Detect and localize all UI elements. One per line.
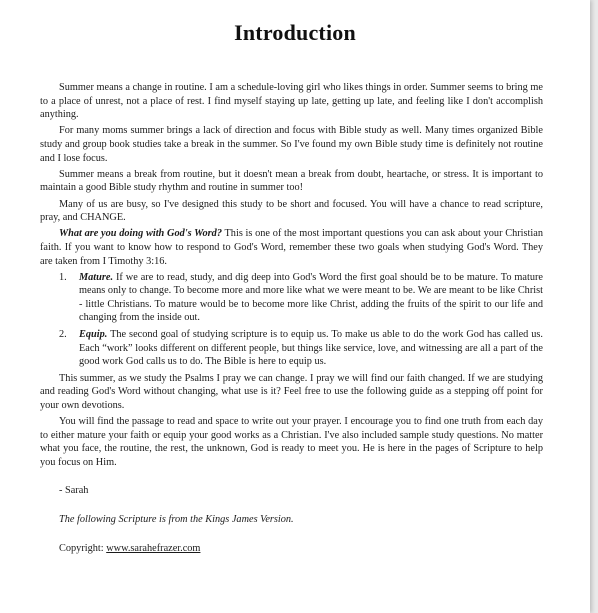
goal-item-mature bbox=[40, 271, 543, 325]
key-question-paragraph bbox=[40, 227, 543, 268]
goal-term: Equip. bbox=[79, 329, 108, 341]
signature: - Sarah bbox=[59, 484, 89, 496]
goal-number: 2. bbox=[59, 329, 67, 341]
goal-text: If we are to read, study, and dig deep into God's Word the first goal should be to be mature. To mature means only to change. To become more and more like what we were meant to be. We are meant to be like Christ - little Christians. To mature would be to become more like Christ, adding the fruits of the spirit to our life and changing from the inside out. bbox=[79, 271, 543, 324]
copyright bbox=[59, 542, 543, 556]
translation-note: The following Scripture is from the Kings James Version. bbox=[59, 514, 294, 526]
paragraph: Summer means a break from routine, but it doesn't mean a break from doubt, heartache, or stress. It is important to maintain a good Bible study rhythm and routine in summer too! bbox=[40, 168, 543, 194]
copyright-label: Copyright: bbox=[59, 542, 107, 554]
paragraph: Many of us are busy, so I've designed this study to be short and focused. You will have a chance to read scripture, pray, and CHANGE. bbox=[40, 198, 543, 224]
copyright-link[interactable]: www.sarahefrazer.com bbox=[106, 542, 201, 554]
goal-number: 1. bbox=[59, 271, 67, 283]
page-title: Introduction bbox=[234, 20, 356, 45]
key-question: What are you doing with God's Word? bbox=[59, 228, 222, 240]
goal-item-equip bbox=[40, 328, 543, 369]
body-text bbox=[40, 81, 543, 555]
paragraph: For many moms summer brings a lack of direction and focus with Bible study as well. Many times organized Bible study and group book studies take a break in the summer. So I've found my own Bible study time is definitely not routine and I lose focus. bbox=[40, 125, 543, 164]
paragraph: This summer, as we study the Psalms I pray we can change. I pray we will find our faith changed. If we are studying and reading God's Word without changing, what use is it? Feel free to use the following guide as a stepping off point for your own devotions. bbox=[40, 372, 543, 412]
paragraph: You will find the passage to read and space to write out your prayer. I encourage you to find one truth from each day to either mature your faith or equip your good works as a Christian. I've also included sample study questions. No matter what you face, the routine, the rest, the unknown, God is ready to meet you. He is here in the pages of Scripture to help you focus on Him. bbox=[40, 416, 543, 468]
key-question-text: This is one of the most important questions you can ask about your Christian faith. If you want to know how to respond to God's Word, remember these two goals when studying God's Word. They are taken from I Timothy 3:16. bbox=[40, 228, 543, 267]
goal-text: The second goal of studying scripture is to equip us. To make us able to do the work God has called us. Each “work” looks different on different people, but things like service, love, and witnessing are all a part of the good work God calls us to do. The Bible is here to equip us. bbox=[79, 329, 543, 368]
goal-term: Mature. bbox=[79, 271, 114, 283]
paragraph: Summer means a change in routine. I am a schedule-loving girl who likes things in order. Summer seems to bring me to a place of unrest, not a place of rest. I find myself staying up late, getting up late, and feeling like I don't accomplish anything. bbox=[40, 82, 543, 121]
goals-list bbox=[40, 271, 543, 369]
